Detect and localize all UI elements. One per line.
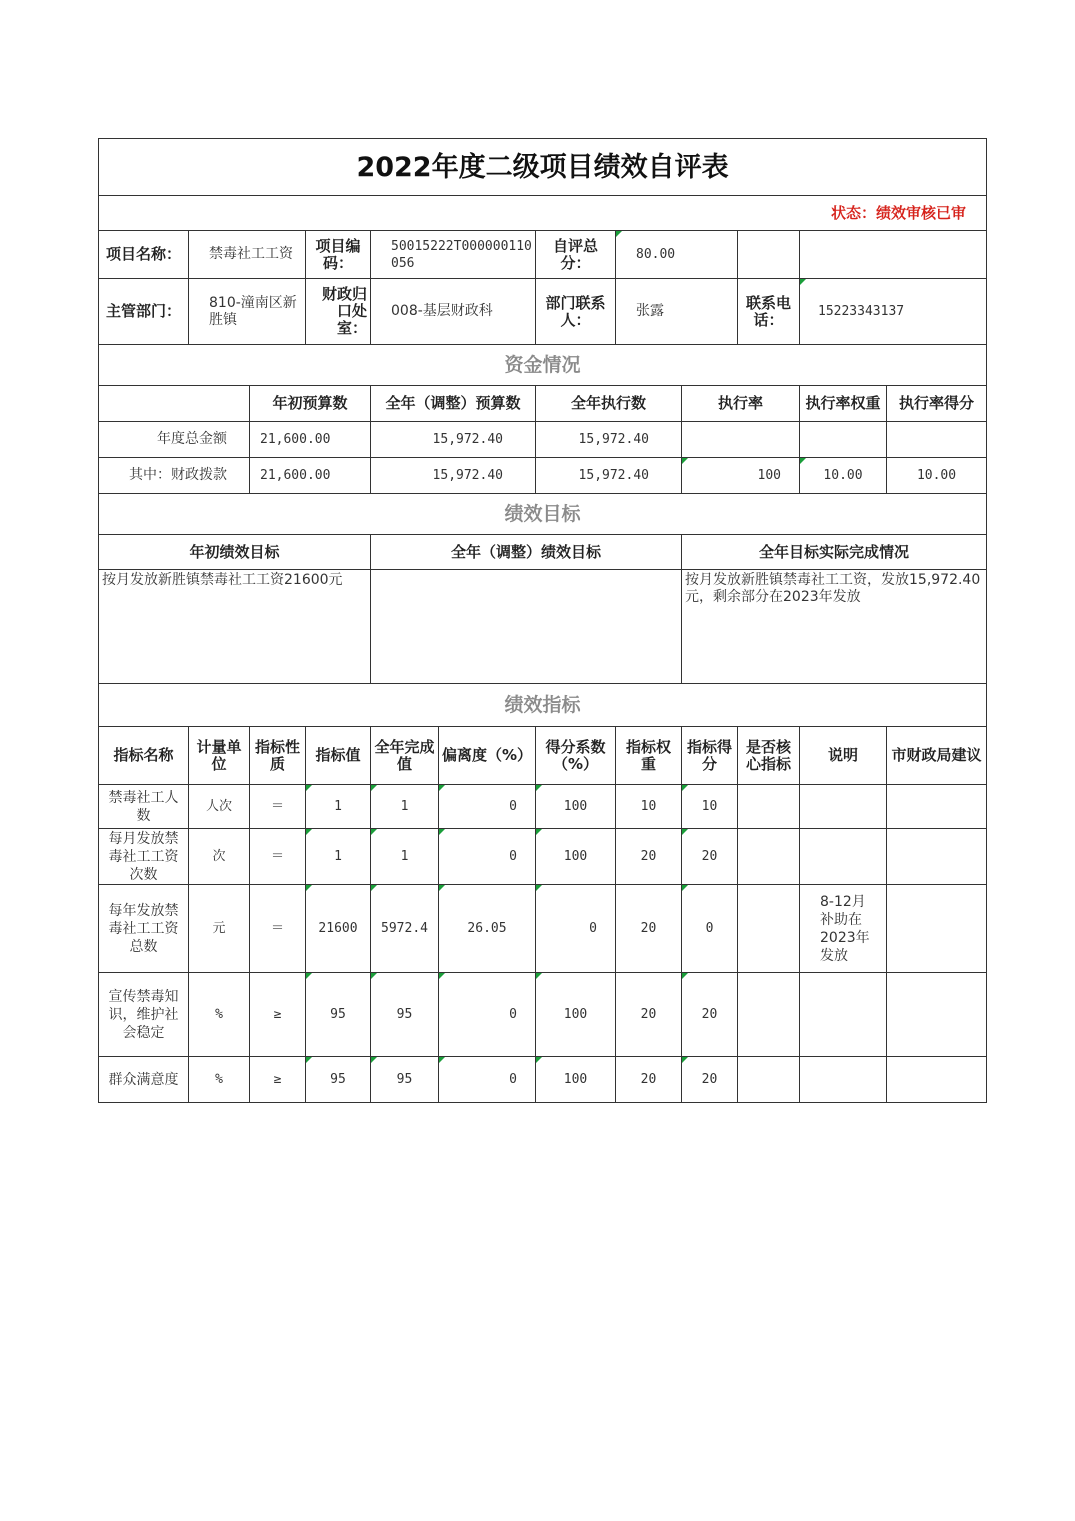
funds-header-executed: 全年执行数 bbox=[536, 386, 682, 422]
goals-section-title: 绩效目标 bbox=[99, 494, 987, 535]
indicator-cell: 100 bbox=[536, 829, 616, 885]
ind-header: 指标得分 bbox=[682, 727, 738, 785]
funds-cell: 15,972.40 bbox=[536, 422, 682, 458]
project-name-label: 项目名称： bbox=[99, 231, 189, 279]
indicator-cell: 20 bbox=[616, 829, 682, 885]
indicator-name: 每月发放禁毒社工工资次数 bbox=[99, 829, 189, 885]
indicator-cell bbox=[887, 785, 987, 829]
funds-cell bbox=[800, 422, 887, 458]
indicator-cell: 100 bbox=[536, 973, 616, 1057]
indicator-cell: 26.05 bbox=[439, 885, 536, 973]
indicator-cell: 0 bbox=[439, 1057, 536, 1103]
indicator-cell bbox=[800, 785, 887, 829]
indicator-cell bbox=[738, 785, 800, 829]
indicator-cell bbox=[738, 885, 800, 973]
funds-cell: 15,972.40 bbox=[536, 458, 682, 494]
indicator-cell: 0 bbox=[439, 829, 536, 885]
funds-cell: 100 bbox=[682, 458, 800, 494]
funds-cell: 21,600.00 bbox=[250, 458, 371, 494]
ind-header: 指标名称 bbox=[99, 727, 189, 785]
funds-cell: 10.00 bbox=[887, 458, 987, 494]
funds-cell: 15,972.40 bbox=[371, 458, 536, 494]
project-name-value: 禁毒社工工资 bbox=[189, 231, 306, 279]
dept-value: 810-潼南区新胜镇 bbox=[189, 279, 306, 345]
funds-cell bbox=[887, 422, 987, 458]
goals-header-initial: 年初绩效目标 bbox=[99, 535, 371, 570]
indicator-cell: 95 bbox=[371, 973, 439, 1057]
ind-header: 说明 bbox=[800, 727, 887, 785]
indicator-cell: 100 bbox=[536, 785, 616, 829]
status-text: 状态：绩效审核已审 bbox=[99, 196, 987, 231]
goal-initial-text: 按月发放新胜镇禁毒社工工资21600元 bbox=[99, 570, 371, 684]
ind-header: 指标权重 bbox=[616, 727, 682, 785]
ind-header: 是否核心指标 bbox=[738, 727, 800, 785]
table-row bbox=[99, 458, 987, 494]
phone-value: 15223343137 bbox=[800, 279, 987, 345]
indicator-cell: 20 bbox=[616, 973, 682, 1057]
phone-label: 联系电话： bbox=[738, 279, 800, 345]
score-value: 80.00 bbox=[616, 231, 738, 279]
funds-header-rate-weight: 执行率权重 bbox=[800, 386, 887, 422]
table-row bbox=[99, 1057, 987, 1103]
indicator-cell: 95 bbox=[306, 1057, 371, 1103]
indicator-cell: 1 bbox=[371, 829, 439, 885]
ind-header: 指标值 bbox=[306, 727, 371, 785]
contact-label: 部门联系人： bbox=[536, 279, 616, 345]
indicator-cell: 1 bbox=[306, 785, 371, 829]
funds-header-initial-budget: 年初预算数 bbox=[250, 386, 371, 422]
indicator-cell: 20 bbox=[682, 1057, 738, 1103]
indicator-cell: 20 bbox=[682, 973, 738, 1057]
funds-row-label: 其中：财政拨款 bbox=[99, 458, 250, 494]
indicator-cell bbox=[887, 1057, 987, 1103]
indicator-cell bbox=[738, 829, 800, 885]
indicator-cell: 10 bbox=[616, 785, 682, 829]
dept-label: 主管部门： bbox=[99, 279, 189, 345]
ind-header: 全年完成值 bbox=[371, 727, 439, 785]
indicator-cell: 20 bbox=[616, 885, 682, 973]
goals-header-adjusted: 全年（调整）绩效目标 bbox=[371, 535, 682, 570]
indicator-cell: 10 bbox=[682, 785, 738, 829]
indicator-cell bbox=[738, 973, 800, 1057]
indicator-cell: % bbox=[189, 973, 250, 1057]
finance-office-label: 财政归口处室： bbox=[306, 279, 371, 345]
ind-header: 得分系数（%） bbox=[536, 727, 616, 785]
indicator-cell: 0 bbox=[536, 885, 616, 973]
ind-header: 市财政局建议 bbox=[887, 727, 987, 785]
funds-cell: 15,972.40 bbox=[371, 422, 536, 458]
ind-header: 偏离度（%） bbox=[439, 727, 536, 785]
indicator-cell: 100 bbox=[536, 1057, 616, 1103]
empty-cell bbox=[738, 231, 800, 279]
indicator-cell: ＝ bbox=[250, 885, 306, 973]
indicator-cell bbox=[800, 973, 887, 1057]
indicator-cell: ＝ bbox=[250, 785, 306, 829]
indicator-cell: ≥ bbox=[250, 1057, 306, 1103]
table-row bbox=[99, 785, 987, 829]
indicator-cell bbox=[887, 829, 987, 885]
project-code-value: 50015222T000000110056 bbox=[371, 231, 536, 279]
goal-actual-text: 按月发放新胜镇禁毒社工工资，发放15,972.40元，剩余部分在2023年发放 bbox=[682, 570, 987, 684]
ind-header: 计量单位 bbox=[189, 727, 250, 785]
self-evaluation-sheet bbox=[98, 138, 986, 1103]
indicator-cell: 20 bbox=[682, 829, 738, 885]
indicator-note: 8-12月补助在2023年发放 bbox=[800, 885, 887, 973]
indicator-cell: 次 bbox=[189, 829, 250, 885]
indicator-cell: 0 bbox=[682, 885, 738, 973]
indicator-cell: 5972.4 bbox=[371, 885, 439, 973]
table-row bbox=[99, 973, 987, 1057]
funds-row-label: 年度总金额 bbox=[99, 422, 250, 458]
funds-cell: 10.00 bbox=[800, 458, 887, 494]
table-row bbox=[99, 422, 987, 458]
indicator-cell: 人次 bbox=[189, 785, 250, 829]
indicator-cell: 1 bbox=[306, 829, 371, 885]
indicator-name: 每年发放禁毒社工工资总数 bbox=[99, 885, 189, 973]
evaluation-table bbox=[98, 138, 987, 1103]
indicator-name: 宣传禁毒知识，维护社会稳定 bbox=[99, 973, 189, 1057]
indicator-cell: 1 bbox=[371, 785, 439, 829]
indicator-cell bbox=[887, 973, 987, 1057]
indicator-cell: 21600 bbox=[306, 885, 371, 973]
indicator-cell: 元 bbox=[189, 885, 250, 973]
table-row bbox=[99, 829, 987, 885]
ind-header: 指标性质 bbox=[250, 727, 306, 785]
indicator-cell: 95 bbox=[371, 1057, 439, 1103]
indicator-name: 群众满意度 bbox=[99, 1057, 189, 1103]
indicator-cell bbox=[800, 829, 887, 885]
indicator-name: 禁毒社工人数 bbox=[99, 785, 189, 829]
funds-header-exec-rate: 执行率 bbox=[682, 386, 800, 422]
score-label: 自评总分： bbox=[536, 231, 616, 279]
goal-adjusted-text bbox=[371, 570, 682, 684]
project-code-label: 项目编码： bbox=[306, 231, 371, 279]
indicator-cell: 95 bbox=[306, 973, 371, 1057]
funds-header-rate-score: 执行率得分 bbox=[887, 386, 987, 422]
contact-value: 张露 bbox=[616, 279, 738, 345]
funds-cell: 21,600.00 bbox=[250, 422, 371, 458]
indicator-cell bbox=[738, 1057, 800, 1103]
indicator-cell: ＝ bbox=[250, 829, 306, 885]
funds-section-title: 资金情况 bbox=[99, 345, 987, 386]
indicators-section-title: 绩效指标 bbox=[99, 684, 987, 727]
funds-header-blank bbox=[99, 386, 250, 422]
indicator-cell bbox=[800, 1057, 887, 1103]
indicator-cell: 0 bbox=[439, 973, 536, 1057]
funds-header-adjusted-budget: 全年（调整）预算数 bbox=[371, 386, 536, 422]
indicator-cell: % bbox=[189, 1057, 250, 1103]
indicator-cell bbox=[887, 885, 987, 973]
finance-office-value: 008-基层财政科 bbox=[371, 279, 536, 345]
page-title: 2022年度二级项目绩效自评表 bbox=[99, 139, 987, 196]
indicator-cell: 20 bbox=[616, 1057, 682, 1103]
funds-cell bbox=[682, 422, 800, 458]
goals-header-actual: 全年目标实际完成情况 bbox=[682, 535, 987, 570]
table-row bbox=[99, 885, 987, 973]
empty-cell bbox=[800, 231, 987, 279]
indicator-cell: 0 bbox=[439, 785, 536, 829]
indicator-cell: ≥ bbox=[250, 973, 306, 1057]
